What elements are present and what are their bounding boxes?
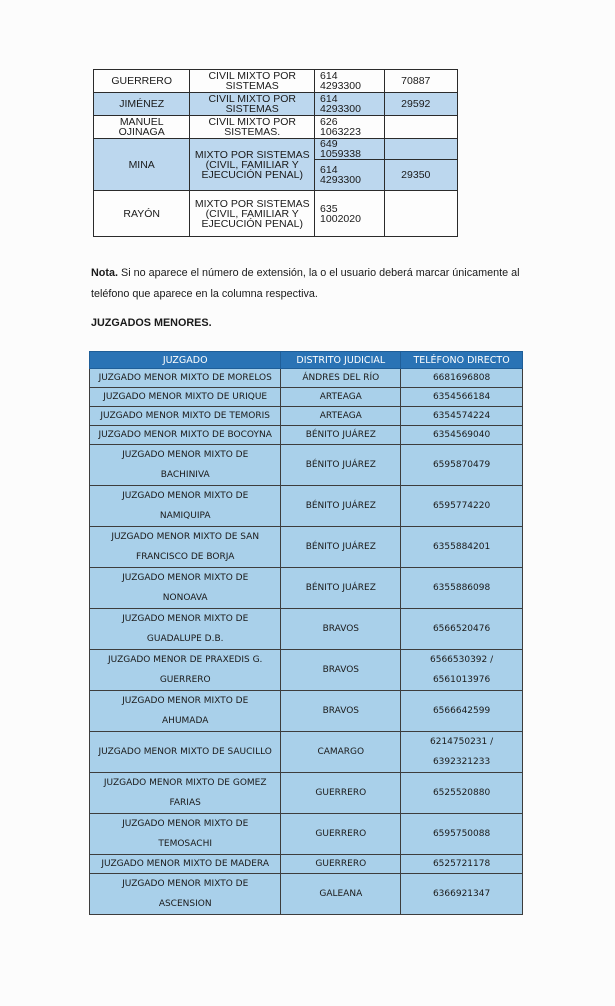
table-row xyxy=(94,191,458,237)
telefono-cell: 635 1002020 xyxy=(315,191,385,237)
telefono-cell: 6354569040 xyxy=(401,426,523,445)
distrito-cell: BRAVOS xyxy=(281,691,401,732)
extension-cell: 29592 xyxy=(385,93,458,116)
extension-cell xyxy=(385,116,458,139)
section-title: JUZGADOS MENORES. xyxy=(91,317,212,329)
juzgado-cell: JUZGADO MENOR MIXTO DE GOMEZ FARIAS xyxy=(90,773,281,814)
table-row xyxy=(90,874,523,915)
juzgado-cell: JUZGADO MENOR DE PRAXEDIS G. GUERRERO xyxy=(90,650,281,691)
extension-cell xyxy=(385,139,458,160)
telefono-cell: 6566530392 / 6561013976 xyxy=(401,650,523,691)
header-juzgado: JUZGADO xyxy=(90,352,281,369)
telefono-cell: 649 1059338 xyxy=(315,139,385,160)
extension-cell: 29350 xyxy=(385,160,458,191)
juzgado-cell: JUZGADO MENOR MIXTO DE TEMORIS xyxy=(90,407,281,426)
juzgado-cell: JUZGADO MENOR MIXTO DE BOCOYNA xyxy=(90,426,281,445)
telefono-cell: 6595870479 xyxy=(401,445,523,486)
distrito-cell: GUERRERO xyxy=(281,855,401,874)
table-row xyxy=(90,369,523,388)
juzgado-cell: JUZGADO MENOR MIXTO DE MADERA xyxy=(90,855,281,874)
header-telefono: TELÉFONO DIRECTO xyxy=(401,352,523,369)
distrito-cell: GUERRERO xyxy=(281,814,401,855)
juzgado-cell: JUZGADO MENOR MIXTO DE BACHINIVA xyxy=(90,445,281,486)
table-row xyxy=(90,568,523,609)
distrito-cell: GALEANA xyxy=(281,874,401,915)
juzgado-cell: JUZGADO MENOR MIXTO DE ASCENSION xyxy=(90,874,281,915)
municipio-cell: JIMÉNEZ xyxy=(94,93,190,116)
table-row xyxy=(90,732,523,773)
telefono-cell: 6214750231 / 6392321233 xyxy=(401,732,523,773)
telefono-cell: 6525520880 xyxy=(401,773,523,814)
juzgado-cell: JUZGADO MENOR MIXTO DE NAMIQUIPA xyxy=(90,486,281,527)
materia-cell: MIXTO POR SISTEMAS (CIVIL, FAMILIAR Y EJECUCIÓN PENAL) xyxy=(190,191,315,237)
distrito-cell: BÉNITO JUÁREZ xyxy=(281,527,401,568)
note-text: Si no aparece el número de extensión, la o el usuario deberá marcar únicamente al teléfono que aparece en la columna respectiva. xyxy=(91,267,520,300)
juzgados-mixtos-table xyxy=(93,69,458,237)
telefono-cell: 614 4293300 xyxy=(315,93,385,116)
table-row xyxy=(90,445,523,486)
juzgado-cell: JUZGADO MENOR MIXTO DE URIQUE xyxy=(90,388,281,407)
juzgado-cell: JUZGADO MENOR MIXTO DE SAUCILLO xyxy=(90,732,281,773)
note-label: Nota. xyxy=(91,267,118,279)
distrito-cell: CAMARGO xyxy=(281,732,401,773)
materia-cell: CIVIL MIXTO POR SISTEMAS. xyxy=(190,116,315,139)
table-row xyxy=(94,116,458,139)
table-row xyxy=(90,650,523,691)
note-paragraph xyxy=(91,263,531,305)
materia-cell: CIVIL MIXTO POR SISTEMAS xyxy=(190,93,315,116)
table-row xyxy=(90,388,523,407)
table-header-row xyxy=(90,352,523,369)
table-row xyxy=(90,486,523,527)
table-row xyxy=(90,855,523,874)
juzgado-cell: JUZGADO MENOR MIXTO DE SAN FRANCISCO DE BORJA xyxy=(90,527,281,568)
distrito-cell: ARTEAGA xyxy=(281,388,401,407)
distrito-cell: BRAVOS xyxy=(281,609,401,650)
table-row xyxy=(94,139,458,160)
telefono-cell: 6595750088 xyxy=(401,814,523,855)
telefono-cell: 6366921347 xyxy=(401,874,523,915)
table-row xyxy=(90,527,523,568)
telefono-cell: 614 4293300 xyxy=(315,160,385,191)
table-row xyxy=(90,407,523,426)
juzgado-cell: JUZGADO MENOR MIXTO DE GUADALUPE D.B. xyxy=(90,609,281,650)
telefono-cell: 6566520476 xyxy=(401,609,523,650)
municipio-cell: RAYÓN xyxy=(94,191,190,237)
distrito-cell: BÉNITO JUÁREZ xyxy=(281,445,401,486)
materia-cell: CIVIL MIXTO POR SISTEMAS xyxy=(190,70,315,93)
extension-cell: 70887 xyxy=(385,70,458,93)
municipio-cell: GUERRERO xyxy=(94,70,190,93)
header-distrito: DISTRITO JUDICIAL xyxy=(281,352,401,369)
table-row xyxy=(94,70,458,93)
table-row xyxy=(90,691,523,732)
table-row xyxy=(90,609,523,650)
distrito-cell: ARTEAGA xyxy=(281,407,401,426)
telefono-cell: 6354574224 xyxy=(401,407,523,426)
telefono-cell: 6525721178 xyxy=(401,855,523,874)
juzgado-cell: JUZGADO MENOR MIXTO DE TEMOSACHI xyxy=(90,814,281,855)
distrito-cell: BÉNITO JUÁREZ xyxy=(281,568,401,609)
distrito-cell: GUERRERO xyxy=(281,773,401,814)
municipio-cell: MANUEL OJINAGA xyxy=(94,116,190,139)
telefono-cell: 614 4293300 xyxy=(315,70,385,93)
juzgados-menores-table xyxy=(89,351,523,915)
telefono-cell: 6566642599 xyxy=(401,691,523,732)
juzgado-cell: JUZGADO MENOR MIXTO DE NONOAVA xyxy=(90,568,281,609)
telefono-cell: 6354566184 xyxy=(401,388,523,407)
table-row xyxy=(94,93,458,116)
juzgado-cell: JUZGADO MENOR MIXTO DE MORELOS xyxy=(90,369,281,388)
table-row xyxy=(90,426,523,445)
distrito-cell: BÉNITO JUÁREZ xyxy=(281,426,401,445)
juzgado-cell: JUZGADO MENOR MIXTO DE AHUMADA xyxy=(90,691,281,732)
municipio-cell: MINA xyxy=(94,139,190,191)
materia-cell: MIXTO POR SISTEMAS (CIVIL, FAMILIAR Y EJECUCIÓN PENAL) xyxy=(190,139,315,191)
distrito-cell: BRAVOS xyxy=(281,650,401,691)
telefono-cell: 6681696808 xyxy=(401,369,523,388)
telefono-cell: 626 1063223 xyxy=(315,116,385,139)
telefono-cell: 6355884201 xyxy=(401,527,523,568)
extension-cell xyxy=(385,191,458,237)
table-row xyxy=(90,814,523,855)
distrito-cell: ÁNDRES DEL RÍO xyxy=(281,369,401,388)
telefono-cell: 6595774220 xyxy=(401,486,523,527)
distrito-cell: BÉNITO JUÁREZ xyxy=(281,486,401,527)
table-row xyxy=(90,773,523,814)
telefono-cell: 6355886098 xyxy=(401,568,523,609)
